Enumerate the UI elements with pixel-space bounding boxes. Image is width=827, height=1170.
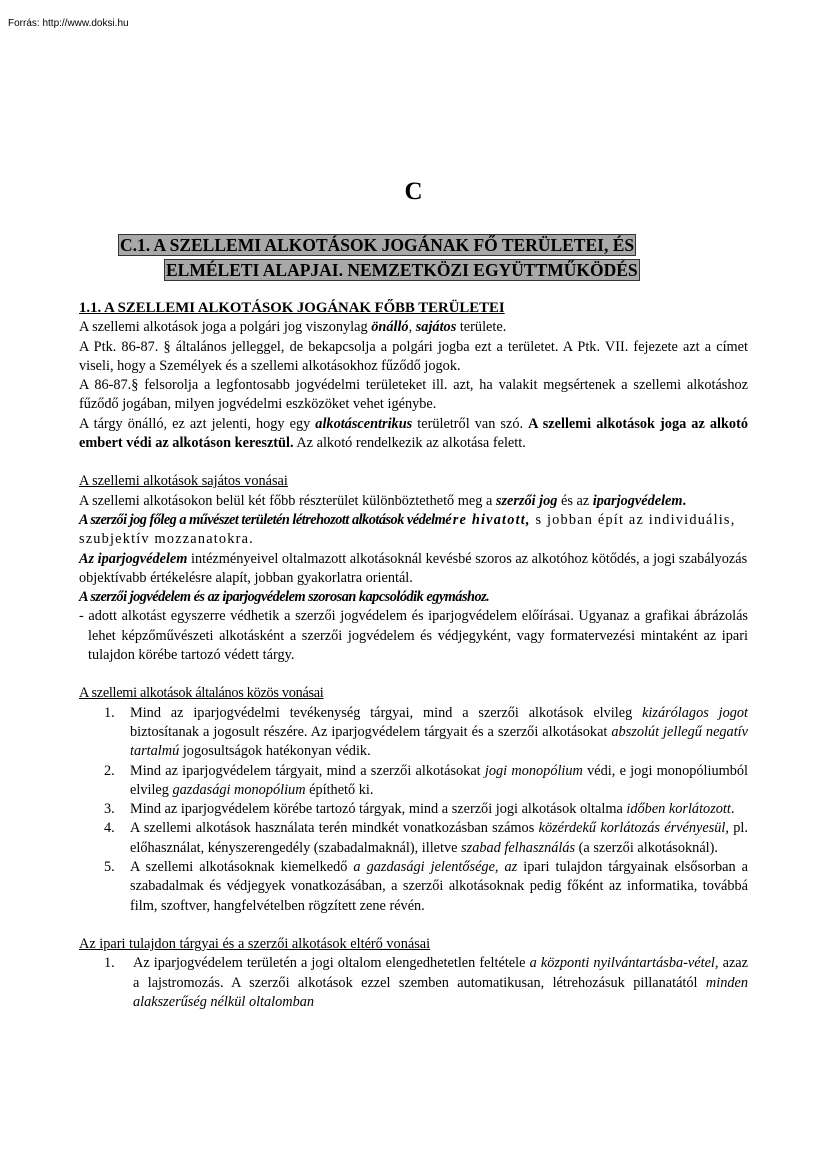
subsection-title: Az ipari tulajdon tárgyai és a szerzői alkotások eltérő vonásai bbox=[79, 935, 431, 952]
page-title bbox=[118, 233, 718, 283]
chapter-letter: C bbox=[404, 178, 423, 205]
list-item: 2. Mind az iparjogvédelem tárgyait, mind a szerzői alkotásokat jogi monopólium védi, e jogi monopóliumból elvileg gazdasági monopólium építhető ki. bbox=[104, 762, 749, 798]
subsection-title: A szellemi alkotások általános közös vonásai bbox=[79, 685, 324, 702]
document-body bbox=[79, 299, 748, 1012]
section-title: 1.1. A SZELLEMI ALKOTÁSOK JOGÁNAK FŐBB TERÜLETEI bbox=[79, 300, 505, 316]
paragraph: A szerzői jogvédelem és az iparjogvédelem szorosan kapcsolódik egymáshoz. bbox=[79, 589, 490, 606]
paragraph: A 86-87.§ felsorolja a legfontosabb jogvédelmi területeket ill. azt, ha valakit megsértenek a szellemi alkotáshoz fűződő jogában, milyen jogvédelmi eszközöket vehet igénybe. bbox=[79, 377, 748, 413]
list-item: 5. A szellemi alkotásoknak kiemelkedő a gazdasági jelentősége, az ipari tulajdon tárgyainak elsősorban a szabadalmak és védjegyek vonatkozásában, a szerzői alkotásoknak pedig főként az informatika, továbbá film, szoftver, hangfelvételben rögzített zene révén. bbox=[104, 859, 748, 914]
numbered-list bbox=[79, 704, 748, 916]
subsection-title: A szellemi alkotások sajátos vonásai bbox=[79, 473, 288, 490]
dash-list-item: - adott alkotást egyszerre védhetik a szerzői jogvédelem és iparjogvédelem előírásai. Ugyanaz a grafikai ábrázolás lehet képzőművészeti alkotásként a szerzői jogvédelem és védjegyként, vagy formatervezési mintaként az ipari tulajdon körébe tartozó védett tárgy. bbox=[79, 608, 748, 664]
paragraph: A szellemi alkotásokon belül két főbb részterület különböztethető meg a szerzői jog és az iparjogvédelem. bbox=[79, 492, 687, 509]
list-item: 1. Az iparjogvédelem területén a jogi oltalom elengedhetetlen feltétele a központi nyilvántartásba-vétel, azaz a lajstromozás. A szerzői alkotások ezzel szemben automatikusan, létrehozásuk pillanatától minden alakszerűség nélkül oltalomban bbox=[104, 955, 748, 1010]
page-title-line-1: C.1. A SZELLEMI ALKOTÁSOK JOGÁNAK FŐ TERÜLETEI, ÉS bbox=[120, 235, 635, 255]
paragraph: A szerzői jog főleg a művészet területén létrehozott alkotások védelmére hivatott, s jobban épít az individuális, szubjektív mozzanatokra. bbox=[79, 511, 736, 548]
page-title-line-2: ELMÉLETI ALAPJAI. NEMZETKÖZI EGYÜTTMŰKÖDÉS bbox=[166, 260, 638, 280]
paragraph: Az iparjogvédelem intézményeivel oltalmazott alkotásoknál kevésbé szoros az alkotóhoz kötődés, a jogi szabályozás objektívabb értékelésre alapít, jobban gyakorlatra orientál. bbox=[79, 550, 748, 586]
list-item: 3. Mind az iparjogvédelem körébe tartozó tárgyak, mind a szerzői jogi alkotások oltalma időben korlátozott. bbox=[104, 801, 735, 818]
source-label: Forrás: http://www.doksi.hu bbox=[8, 18, 129, 29]
paragraph: A szellemi alkotások joga a polgári jog viszonylag önálló, sajátos területe. bbox=[79, 319, 507, 336]
list-item: 1. Mind az iparjogvédelmi tevékenység tárgyai, mind a szerzői alkotások elvileg kizárólagos jogot biztosítanak a jogosult részére. Az iparjogvédelem tárgyait és a szerzői alkotásokat abszolút jellegű negatív tartalmú jogosultságok hatékonyan védik. bbox=[104, 704, 749, 760]
numbered-list bbox=[79, 954, 748, 1012]
paragraph: A Ptk. 86-87. § általános jelleggel, de bekapcsolja a polgári jogba ezt a területet. A Ptk. VII. fejezete azt a címet viseli, hogy a Személyek és a szellemi alkotásokhoz fűződő jogok. bbox=[79, 338, 748, 374]
paragraph: A tárgy önálló, ez azt jelenti, hogy egy alkotáscentrikus területről van szó. A szellemi alkotások joga az alkotó embert védi az alkotáson keresztül. Az alkotó rendelkezik az alkotása felett. bbox=[79, 415, 748, 452]
list-item: 4. A szellemi alkotások használata terén mindkét vonatkozásban számos közérdekű korlátozás érvényesül, pl. előhasználat, kényszerengedély (szabadalmaknál), illetve szabad felhasználás (a szerzői alkotásoknál). bbox=[104, 820, 748, 856]
